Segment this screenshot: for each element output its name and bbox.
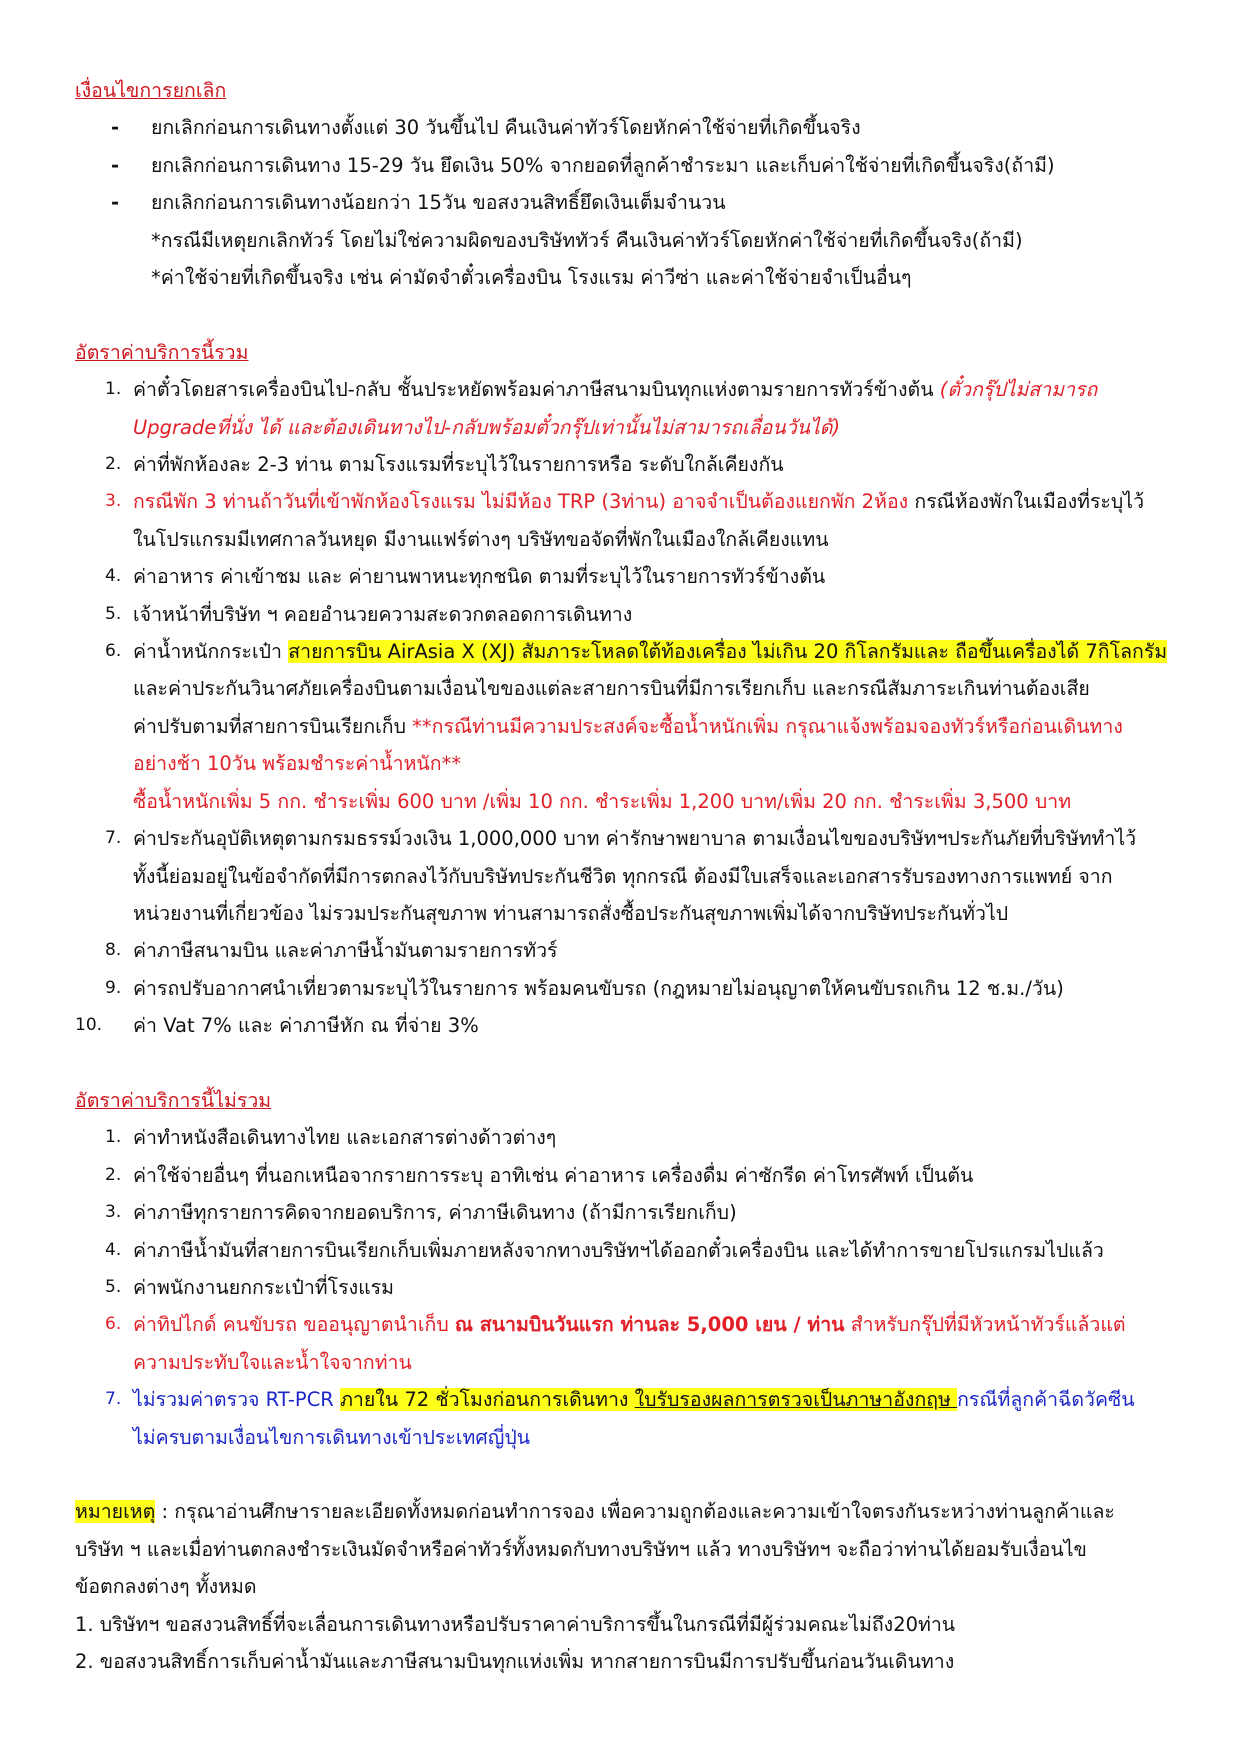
included-item-7: 7. ค่าประกันอุบัติเหตุตามกรมธรรม์วงเงิน 1,000,000 บาท ค่ารักษาพยาบาล ตามเงื่อนไขของบริษัทฯประกันภัยที่บริษัททำไว้ ทั้งนี้ย่อมอยู่ในข้อจำกัดที่มีการตกลงไว้กับบริษัทประกันชีวิต ทุกกรณี ต้องมีใบเสร็จและเอกสารรับรองทางการแพทย์ จาก หน่วยงานที่เกี่ยวข้อง ไม่รวมประกันสุขภาพ ท่านสามารถสั่งซื้อประกันสุขภาพเพิ่มได้จากบริษัทประกันทั่วไป xyxy=(105,827,1137,925)
remark-note-2: 2. ขอสงวนสิทธิ์การเก็บค่าน้ำมันและภาษีสนามบินทุกแห่งเพิ่ม หากสายการบินมีการปรับขึ้นก่อนวันเดินทาง xyxy=(75,1650,955,1674)
cancel-item: - ยกเลิกก่อนการเดินทางตั้งแต่ 30 วันขึ้นไป คืนเงินค่าทัวร์โดยหักค่าใช้จ่ายที่เกิดขึ้นจริง xyxy=(111,116,861,140)
cancel-item: - ยกเลิกก่อนการเดินทางน้อยกว่า 15วัน ขอสงวนสิทธิ์ยึดเงินเต็มจำนวน xyxy=(111,191,726,215)
remark-block: หมายเหตุ : กรุณาอ่านศึกษารายละเอียดทั้งหมดก่อนทำการจอง เพื่อความถูกต้องและความเข้าใจตรงกันระหว่างท่านลูกค้าและ บริษัท ฯ และเมื่อท่านตกลงชำระเงินมัดจำหรือค่าทัวร์ทั้งหมดกับทางบริษัทฯ แล้ว ทางบริษัทฯ จะถือว่าท่านได้ยอมรับเงื่อนไข ข้อตกลงต่างๆ ทั้งหมด 1. บริษัทฯ ขอสงวนสิทธิ์ที่จะเลื่อนการเดินทางหรือปรับราคาค่าบริการขึ้นในกรณีที่มีผู้ร่วมคณะไม่ถึง20ท่าน 2. ขอสงวนสิทธิ์การเก็บค่าน้ำมันและภาษีสนามบินทุกแห่งเพิ่ม หากสายการบินมีการปรับขึ้นก่อนวันเดินทาง xyxy=(75,1493,1170,1680)
remark-label: หมายเหตุ xyxy=(75,1500,156,1524)
cancel-item: - ยกเลิกก่อนการเดินทาง 15-29 วัน ยึดเงิน 50% จากยอดที่ลูกค้าชำระมา และเก็บค่าใช้จ่ายที่เกิดขึ้นจริง(ถ้ามี) xyxy=(111,153,1055,177)
included-title: อัตราค่าบริการนี้รวม xyxy=(75,340,249,364)
included-item-6: 6. ค่าน้ำหนักกระเป๋า สายการบิน AirAsia X (XJ) สัมภาระโหลดใต้ท้องเครื่อง ไม่เกิน 20 กิโลกรัมและ ถือขึ้นเครื่องได้ 7กิโลกรัม และค่าประกันวินาศภัยเครื่องบินตามเงื่อนไขของแต่ละสายการบินที่มีการเรียกเก็บ และกรณีสัมภาระเกินท่านต้องเสีย ค่าปรับตามที่สายการบินเรียกเก็บ **กรณีท่านมีความประสงค์จะซื้อน้ำหนักเพิ่ม กรุณาแจ้งพร้อมจองทัวร์หรือก่อนเดินทาง อย่างช้า 10วัน พร้อมชำระค่าน้ำหนัก** ซื้อน้ำหนักเพิ่ม 5 กก. ชำระเพิ่ม 600 บาท /เพิ่ม 10 กก. ชำระเพิ่ม 1,200 บาท/เพิ่ม 20 กก. ชำระเพิ่ม 3,500 บาท xyxy=(105,640,1168,813)
excluded-item-1: 1. ค่าทำหนังสือเดินทางไทย และเอกสารต่างด้าวต่างๆ xyxy=(105,1126,557,1150)
excluded-item-3: 3. ค่าภาษีทุกรายการคิดจากยอดบริการ, ค่าภาษีเดินทาง (ถ้ามีการเรียกเก็บ) xyxy=(105,1201,737,1225)
included-item-4: 4. ค่าอาหาร ค่าเข้าชม และ ค่ายานพาหนะทุกชนิด ตามที่ระบุไว้ในรายการทัวร์ข้างต้น xyxy=(105,565,826,589)
included-item-1: 1. ค่าตั๋วโดยสารเครื่องบินไป-กลับ ชั้นประหยัดพร้อมค่าภาษีสนามบินทุกแห่งตามรายการทัวร์ข้างต้น (ตั๋วกรุ๊ปไม่สามารถ Upgradeที่นั่ง ได้ และต้องเดินทางไป-กลับพร้อมตั๋วกรุ๊ปเท่านั้นไม่สามารถเลื่อนวันได้) xyxy=(105,378,1098,439)
cancel-note: *ค่าใช้จ่ายที่เกิดขึ้นจริง เช่น ค่ามัดจำตั๋วเครื่องบิน โรงแรม ค่าวีซ่า และค่าใช้จ่ายจำเป็นอื่นๆ xyxy=(151,266,912,290)
remark-note-1: 1. บริษัทฯ ขอสงวนสิทธิ์ที่จะเลื่อนการเดินทางหรือปรับราคาค่าบริการขึ้นในกรณีที่มีผู้ร่วมคณะไม่ถึง20ท่าน xyxy=(75,1612,956,1636)
included-item-10: 10. ค่า Vat 7% และ ค่าภาษีหัก ณ ที่จ่าย 3% xyxy=(75,1014,479,1038)
included-item-3: 3. กรณีพัก 3 ท่านถ้าวันที่เข้าพักห้องโรงแรม ไม่มีห้อง TRP (3ท่าน) อาจจำเป็นต้องแยกพัก 2ห้อง กรณีห้องพักในเมืองที่ระบุไว้ ในโปรแกรมมีเทศกาลวันหยุด มีงานแฟร์ต่างๆ บริษัทขอจัดที่พักในเมืองใกล้เคียงแทน xyxy=(105,490,1145,551)
excluded-title: อัตราค่าบริการนี้ไม่รวม xyxy=(75,1088,272,1112)
document-content xyxy=(75,72,1170,1680)
cancel-title: เงื่อนไขการยกเลิก xyxy=(75,79,227,102)
excluded-item-2: 2. ค่าใช้จ่ายอื่นๆ ที่นอกเหนือจากรายการระบุ อาทิเช่น ค่าอาหาร เครื่องดื่ม ค่าซักรีด ค่าโทรศัพท์ เป็นต้น xyxy=(105,1163,974,1187)
included-item-2: 2. ค่าที่พักห้องละ 2-3 ท่าน ตามโรงแรมที่ระบุไว้ในรายการหรือ ระดับใกล้เคียงกัน xyxy=(105,453,784,477)
baggage-highlight: สายการบิน AirAsia X (XJ) สัมภาระโหลดใต้ท้องเครื่อง ไม่เกิน 20 กิโลกรัมและ ถือขึ้นเครื่องได้ 7กิโลกรัม xyxy=(288,640,1168,664)
included-item-9: 9. ค่ารถปรับอากาศนำเที่ยวตามระบุไว้ในรายการ พร้อมคนขับรถ (กฎหมายไม่อนุญาตให้คนขับรถเกิน 12 ช.ม./วัน) xyxy=(105,976,1064,1000)
excluded-item-4: 4. ค่าภาษีน้ำมันที่สายการบินเรียกเก็บเพิ่มภายหลังจากทางบริษัทฯได้ออกตั๋วเครื่องบิน และได้ทำการขายโปรแกรมไปแล้ว xyxy=(105,1238,1104,1262)
excluded-item-5: 5. ค่าพนักงานยกกระเป๋าที่โรงแรม xyxy=(105,1275,394,1299)
excluded-item-7: 7. ไม่รวมค่าตรวจ RT-PCR ภายใน 72 ชั่วโมงก่อนการเดินทาง ใบรับรองผลการตรวจเป็นภาษาอังกฤษ กรณีที่ลูกค้าฉีดวัคซีน ไม่ครบตามเงื่อนไขการเดินทางเข้าประเทศญี่ปุ่น xyxy=(105,1388,1135,1449)
excluded-item-6: 6. ค่าทิปไกด์ คนขับรถ ขออนุญาตนำเก็บ ณ สนามบินวันแรก ท่านละ 5,000 เยน / ท่าน สำหรับกรุ๊ปที่มีหัวหน้าทัวร์แล้วแต่ ความประทับใจและน้ำใจจากท่าน xyxy=(105,1313,1126,1374)
cancel-note: *กรณีมีเหตุยกเลิกทัวร์ โดยไม่ใช่ความผิดของบริษัททัวร์ คืนเงินค่าทัวร์โดยหักค่าใช้จ่ายที่เกิดขึ้นจริง(ถ้ามี) xyxy=(151,228,1023,252)
included-item-5: 5. เจ้าหน้าที่บริษัท ฯ คอยอำนวยความสะดวกตลอดการเดินทาง xyxy=(105,602,633,626)
included-item-8: 8. ค่าภาษีสนามบิน และค่าภาษีน้ำมันตามรายการทัวร์ xyxy=(105,939,558,963)
